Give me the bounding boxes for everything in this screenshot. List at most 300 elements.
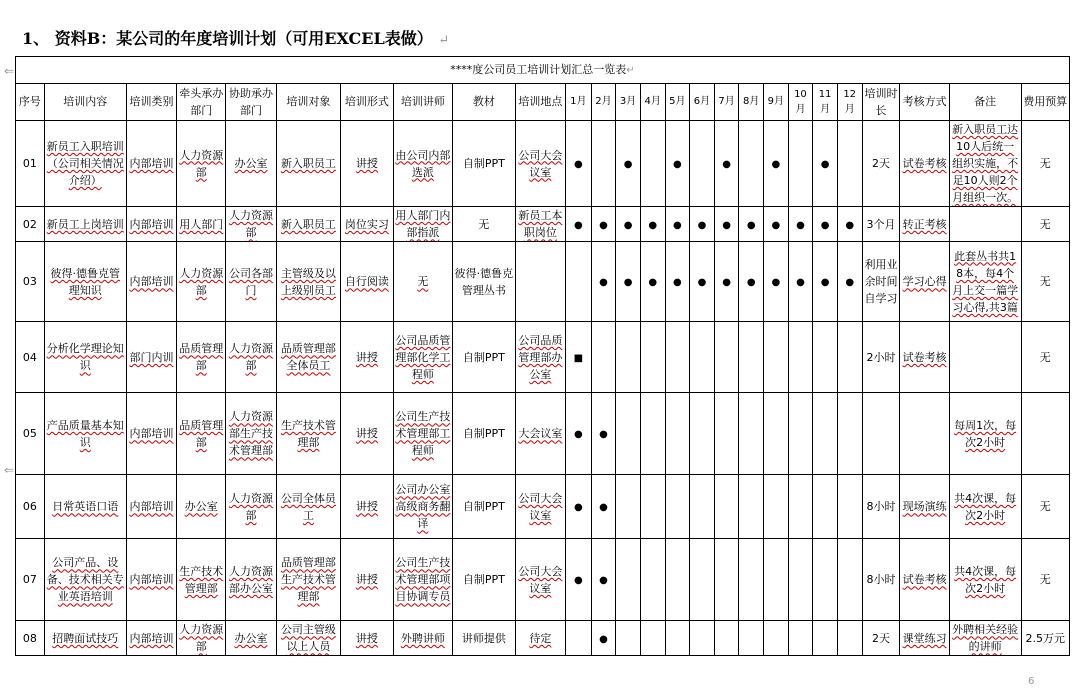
cell-month-6[interactable] <box>690 322 715 393</box>
cell-lead[interactable] <box>177 207 226 242</box>
cell-note[interactable] <box>949 621 1021 656</box>
cell-target[interactable] <box>276 121 341 207</box>
cell-month-8[interactable] <box>739 242 764 322</box>
cell-month-10[interactable] <box>788 475 813 539</box>
header-cell-text: 协助承办部门 <box>228 86 273 117</box>
cell-lead[interactable] <box>177 242 226 322</box>
cell-month-12[interactable] <box>837 121 862 207</box>
table-row <box>16 121 1070 207</box>
cell-month-1[interactable] <box>565 242 591 322</box>
header-cell[interactable] <box>591 84 616 121</box>
cell-month-4[interactable] <box>640 121 665 207</box>
header-cell-text: 培训时长 <box>864 86 898 117</box>
cell-assess[interactable] <box>900 475 949 539</box>
cell-month-5[interactable] <box>665 207 690 242</box>
header-cell[interactable] <box>949 84 1021 121</box>
cell-month-9[interactable] <box>764 207 789 242</box>
cell-no[interactable] <box>16 539 45 621</box>
cell-lead[interactable] <box>177 621 226 656</box>
cell-month-3[interactable] <box>616 121 641 207</box>
cell-month-8[interactable] <box>739 621 764 656</box>
cell-month-10[interactable] <box>788 242 813 322</box>
cell-month-11[interactable] <box>813 475 838 539</box>
cell-material-text: 自制PPT <box>462 427 505 441</box>
header-cell-text: 教材 <box>472 95 495 109</box>
cell-trainer[interactable] <box>393 322 453 393</box>
cell-month-4[interactable] <box>640 475 665 539</box>
table-title: ****度公司员工培训计划汇总一览表↵ <box>16 57 1070 84</box>
cell-type[interactable] <box>126 475 176 539</box>
cell-assist-text: 办公室 <box>234 157 268 171</box>
cell-target[interactable] <box>276 207 341 242</box>
cell-assess-text: 试卷考核 <box>902 573 947 587</box>
cell-material[interactable] <box>453 242 516 322</box>
cell-trainer[interactable] <box>393 475 453 539</box>
cell-month-7[interactable] <box>714 539 739 621</box>
cell-month-4[interactable] <box>640 621 665 656</box>
cell-lead[interactable] <box>177 393 226 475</box>
cell-content[interactable] <box>44 475 126 539</box>
cell-form-text: 讲授 <box>355 427 378 441</box>
header-cell[interactable] <box>16 84 45 121</box>
cell-target[interactable] <box>276 621 341 656</box>
cell-budget-text: 无 <box>1039 275 1051 289</box>
cell-month-6[interactable] <box>690 242 715 322</box>
cell-month-12[interactable] <box>837 242 862 322</box>
cell-month-1[interactable] <box>565 207 591 242</box>
cell-assess[interactable] <box>900 121 949 207</box>
cell-month-6[interactable] <box>690 475 715 539</box>
cell-budget[interactable] <box>1021 475 1069 539</box>
cell-material-text: 自制PPT <box>462 157 505 171</box>
cell-month-10[interactable] <box>788 207 813 242</box>
cell-note[interactable] <box>949 242 1021 322</box>
cell-note[interactable] <box>949 475 1021 539</box>
cell-no-text: 06 <box>22 500 37 514</box>
cell-content[interactable] <box>44 242 126 322</box>
cell-month-5[interactable] <box>665 242 690 322</box>
cell-budget[interactable] <box>1021 242 1069 322</box>
cell-no-text: 04 <box>22 350 37 364</box>
header-cell[interactable] <box>393 84 453 121</box>
cell-duration[interactable] <box>862 207 900 242</box>
cell-month-6-text: ● <box>697 219 707 231</box>
cell-no[interactable] <box>16 621 45 656</box>
cell-month-2[interactable] <box>591 539 616 621</box>
cell-assist[interactable] <box>226 207 276 242</box>
cell-duration-text: 2天 <box>871 631 890 645</box>
cell-note-text: 每周1次，每次2小时 <box>954 418 1017 449</box>
cell-target[interactable] <box>276 242 341 322</box>
cell-note[interactable] <box>949 322 1021 393</box>
cell-month-2[interactable] <box>591 475 616 539</box>
cell-duration[interactable] <box>862 121 900 207</box>
cell-no[interactable] <box>16 475 45 539</box>
cell-material[interactable] <box>453 539 516 621</box>
cell-month-1[interactable] <box>565 475 591 539</box>
cell-type[interactable] <box>126 539 176 621</box>
cell-material[interactable] <box>453 121 516 207</box>
cell-material-text: 自制PPT <box>462 350 505 364</box>
cell-duration[interactable] <box>862 393 900 475</box>
cell-month-9[interactable] <box>764 242 789 322</box>
cell-budget[interactable] <box>1021 393 1069 475</box>
header-cell[interactable] <box>341 84 393 121</box>
cell-month-7-text: ● <box>722 219 731 231</box>
cell-month-5[interactable] <box>665 121 690 207</box>
cell-duration[interactable] <box>862 475 900 539</box>
cell-target-text: 公司全体员工 <box>280 491 336 522</box>
cell-note[interactable] <box>949 539 1021 621</box>
cell-form[interactable] <box>341 621 393 656</box>
cell-month-1[interactable] <box>565 539 591 621</box>
table-row <box>16 475 1070 539</box>
cell-month-10[interactable] <box>788 393 813 475</box>
cell-no[interactable] <box>16 322 45 393</box>
cell-month-8[interactable] <box>739 539 764 621</box>
cell-type[interactable] <box>126 621 176 656</box>
cell-month-6-text: ● <box>697 277 707 289</box>
header-cell[interactable] <box>276 84 341 121</box>
header-cell[interactable] <box>813 84 838 121</box>
cell-month-9[interactable] <box>764 475 789 539</box>
cell-month-5[interactable] <box>665 393 690 475</box>
cell-form[interactable] <box>341 322 393 393</box>
cell-assess[interactable] <box>900 207 949 242</box>
cell-content[interactable] <box>44 539 126 621</box>
cell-assist[interactable] <box>226 322 276 393</box>
cell-assess[interactable] <box>900 621 949 656</box>
cell-month-8[interactable] <box>739 393 764 475</box>
header-cell-text: 12月 <box>843 88 857 115</box>
cell-trainer[interactable] <box>393 539 453 621</box>
cell-month-2[interactable] <box>591 207 616 242</box>
paragraph-mark: ↵ <box>438 33 450 48</box>
cell-month-3[interactable] <box>616 539 641 621</box>
cell-month-6[interactable] <box>690 121 715 207</box>
cell-month-4[interactable] <box>640 207 665 242</box>
cell-month-11[interactable] <box>813 207 838 242</box>
header-cell[interactable] <box>900 84 949 121</box>
cell-assess[interactable] <box>900 242 949 322</box>
header-cell[interactable] <box>453 84 516 121</box>
cell-material[interactable] <box>453 621 516 656</box>
cell-no-text: 03 <box>22 275 37 289</box>
cell-type-text: 内部培训 <box>129 631 174 645</box>
cell-month-5-text: ● <box>672 277 682 289</box>
cell-place[interactable] <box>515 475 565 539</box>
cell-budget-text: 2.5万元 <box>1025 631 1066 645</box>
header-cell[interactable] <box>44 84 126 121</box>
cell-month-7[interactable] <box>714 393 739 475</box>
header-cell-text: 培训对象 <box>286 95 331 109</box>
cell-trainer-text: 公司生产技术管理部工程师 <box>395 410 451 458</box>
cell-note[interactable] <box>949 207 1021 242</box>
cell-material[interactable] <box>453 322 516 393</box>
cell-type[interactable] <box>126 322 176 393</box>
cell-material[interactable] <box>453 393 516 475</box>
cell-month-3[interactable] <box>616 621 641 656</box>
cell-month-9[interactable] <box>764 322 789 393</box>
cell-month-10[interactable] <box>788 539 813 621</box>
header-cell[interactable] <box>515 84 565 121</box>
cell-assist[interactable] <box>226 242 276 322</box>
cell-month-8[interactable] <box>739 207 764 242</box>
cell-month-11[interactable] <box>813 621 838 656</box>
cell-month-8[interactable] <box>739 121 764 207</box>
header-row <box>16 84 1070 121</box>
cell-form[interactable] <box>341 539 393 621</box>
cell-month-9[interactable] <box>764 539 789 621</box>
cell-assist[interactable] <box>226 539 276 621</box>
cell-month-12[interactable] <box>837 621 862 656</box>
cell-duration[interactable] <box>862 242 900 322</box>
cell-assess-text: 试卷考核 <box>902 350 947 364</box>
cell-month-5[interactable] <box>665 539 690 621</box>
cell-no[interactable] <box>16 207 45 242</box>
header-cell[interactable] <box>714 84 739 121</box>
cell-no[interactable] <box>16 393 45 475</box>
header-cell[interactable] <box>640 84 665 121</box>
cell-month-11[interactable] <box>813 322 838 393</box>
cell-month-2[interactable] <box>591 242 616 322</box>
cell-month-10[interactable] <box>788 621 813 656</box>
header-cell-text: 4月 <box>644 96 661 108</box>
cell-month-3[interactable] <box>616 207 641 242</box>
cell-assess-text: 学习心得 <box>902 275 947 289</box>
cell-assess[interactable] <box>900 322 949 393</box>
cell-content-text: 新员工上岗培训 <box>46 217 124 231</box>
table-move-handle[interactable]: ⇐ <box>4 64 15 78</box>
cell-trainer[interactable] <box>393 242 453 322</box>
cell-trainer[interactable] <box>393 207 453 242</box>
cell-month-7[interactable] <box>714 121 739 207</box>
cell-type-text: 内部培训 <box>129 500 174 514</box>
cell-month-2[interactable] <box>591 322 616 393</box>
cell-note[interactable] <box>949 121 1021 207</box>
cell-month-7[interactable] <box>714 242 739 322</box>
cell-assess-text: 课堂练习 <box>902 631 947 645</box>
cell-target[interactable] <box>276 393 341 475</box>
cell-assess[interactable] <box>900 393 949 475</box>
cell-material[interactable] <box>453 475 516 539</box>
header-cell-text: 序号 <box>18 95 41 109</box>
cell-month-1[interactable] <box>565 621 591 656</box>
header-cell[interactable] <box>616 84 641 121</box>
cell-assist[interactable] <box>226 475 276 539</box>
cell-month-10[interactable] <box>788 121 813 207</box>
cell-duration[interactable] <box>862 621 900 656</box>
cell-month-3[interactable] <box>616 393 641 475</box>
cell-assess-text: 试卷考核 <box>902 157 947 171</box>
cell-month-6[interactable] <box>690 621 715 656</box>
cell-lead[interactable] <box>177 539 226 621</box>
cell-form[interactable] <box>341 121 393 207</box>
cell-month-9[interactable] <box>764 121 789 207</box>
header-cell[interactable] <box>177 84 226 121</box>
cell-month-12[interactable] <box>837 539 862 621</box>
cell-month-11[interactable] <box>813 242 838 322</box>
header-cell-text: 培训地点 <box>518 95 563 109</box>
cell-form[interactable] <box>341 475 393 539</box>
header-cell-text: 2月 <box>595 96 612 108</box>
cell-lead[interactable] <box>177 322 226 393</box>
cell-content[interactable] <box>44 621 126 656</box>
cell-form-text: 讲授 <box>355 500 378 514</box>
cell-month-3[interactable] <box>616 322 641 393</box>
cell-month-12[interactable] <box>837 475 862 539</box>
cell-trainer[interactable] <box>393 393 453 475</box>
cell-month-7[interactable] <box>714 207 739 242</box>
cell-assist-text: 人力资源部 <box>228 491 273 522</box>
cell-month-6[interactable] <box>690 539 715 621</box>
cell-note[interactable] <box>949 393 1021 475</box>
cell-trainer-text: 公司生产技术管理部项目协调专员 <box>395 556 451 604</box>
cell-month-9[interactable] <box>764 393 789 475</box>
cell-place-text: 待定 <box>529 631 552 645</box>
cell-month-12[interactable] <box>837 322 862 393</box>
header-cell[interactable] <box>837 84 862 121</box>
cell-month-10[interactable] <box>788 322 813 393</box>
cell-month-9[interactable] <box>764 621 789 656</box>
cell-month-3[interactable] <box>616 242 641 322</box>
cell-trainer[interactable] <box>393 621 453 656</box>
header-cell[interactable] <box>1021 84 1069 121</box>
cell-budget[interactable] <box>1021 121 1069 207</box>
cell-budget[interactable] <box>1021 207 1069 242</box>
heading-text: 1、 资料B：某公司的年度培训计划（可用EXCEL表做） <box>22 29 433 48</box>
cell-month-6[interactable] <box>690 393 715 475</box>
header-cell[interactable] <box>788 84 813 121</box>
cell-assess[interactable] <box>900 539 949 621</box>
cell-lead-text: 办公室 <box>184 500 218 514</box>
cell-lead[interactable] <box>177 475 226 539</box>
cell-duration-text: 3个月 <box>866 217 896 231</box>
cell-type[interactable] <box>126 393 176 475</box>
cell-month-4[interactable] <box>640 322 665 393</box>
cell-material-text: 自制PPT <box>462 500 505 514</box>
cell-form[interactable] <box>341 242 393 322</box>
cell-month-1[interactable] <box>565 121 591 207</box>
cell-content[interactable] <box>44 322 126 393</box>
cell-place-text: 公司品质管理部办公室 <box>518 333 563 381</box>
cell-month-6[interactable] <box>690 207 715 242</box>
cell-month-4[interactable] <box>640 393 665 475</box>
cell-month-1[interactable] <box>565 393 591 475</box>
cell-budget-text: 无 <box>1039 350 1051 364</box>
cell-type[interactable] <box>126 207 176 242</box>
cell-assist[interactable] <box>226 621 276 656</box>
cell-month-7[interactable] <box>714 475 739 539</box>
cell-budget[interactable] <box>1021 322 1069 393</box>
cell-lead-text: 人力资源部 <box>179 266 224 297</box>
cell-content[interactable] <box>44 207 126 242</box>
cell-place[interactable] <box>515 621 565 656</box>
cell-month-7[interactable] <box>714 621 739 656</box>
cell-content[interactable] <box>44 393 126 475</box>
cell-content-text: 新员工入职培训（公司相关情况介绍） <box>46 140 124 188</box>
cell-month-1-text: ● <box>573 158 583 170</box>
cell-month-12[interactable] <box>837 393 862 475</box>
cell-month-5[interactable] <box>665 621 690 656</box>
header-cell[interactable] <box>862 84 900 121</box>
cell-form[interactable] <box>341 207 393 242</box>
cell-place[interactable] <box>515 242 565 322</box>
cell-month-7[interactable] <box>714 322 739 393</box>
cell-month-8-text: ● <box>746 277 756 289</box>
cell-target[interactable] <box>276 322 341 393</box>
training-plan-table <box>15 56 1070 656</box>
cell-month-11[interactable] <box>813 539 838 621</box>
cell-material[interactable] <box>453 207 516 242</box>
cell-month-4[interactable] <box>640 242 665 322</box>
cell-budget[interactable] <box>1021 621 1069 656</box>
cell-target[interactable] <box>276 475 341 539</box>
header-cell-text: 7月 <box>718 96 735 108</box>
cell-target[interactable] <box>276 539 341 621</box>
cell-place[interactable] <box>515 322 565 393</box>
cell-month-12[interactable] <box>837 207 862 242</box>
cell-place[interactable] <box>515 121 565 207</box>
header-cell[interactable] <box>764 84 789 121</box>
cell-month-1[interactable] <box>565 322 591 393</box>
cell-duration[interactable] <box>862 539 900 621</box>
header-cell[interactable] <box>690 84 715 121</box>
cell-form[interactable] <box>341 393 393 475</box>
cell-no[interactable] <box>16 242 45 322</box>
cell-month-3-text: ● <box>623 277 633 289</box>
header-cell[interactable] <box>226 84 276 121</box>
cell-place-text: 公司大会议室 <box>518 491 563 522</box>
cell-month-11[interactable] <box>813 393 838 475</box>
cell-month-3[interactable] <box>616 475 641 539</box>
document-heading <box>22 26 449 49</box>
cell-form-text: 讲授 <box>355 573 378 587</box>
cell-month-4[interactable] <box>640 539 665 621</box>
cell-place[interactable] <box>515 539 565 621</box>
cell-assist[interactable] <box>226 393 276 475</box>
cell-month-2[interactable] <box>591 621 616 656</box>
cell-month-2[interactable] <box>591 121 616 207</box>
cell-month-5[interactable] <box>665 475 690 539</box>
cell-no-text: 07 <box>22 573 37 587</box>
cell-duration-text: 利用业余时间自学习 <box>864 258 898 306</box>
cell-lead[interactable] <box>177 121 226 207</box>
header-cell[interactable] <box>665 84 690 121</box>
cell-assist[interactable] <box>226 121 276 207</box>
cell-place[interactable] <box>515 207 565 242</box>
cell-month-2[interactable] <box>591 393 616 475</box>
cell-trainer[interactable] <box>393 121 453 207</box>
cell-budget-text: 无 <box>1039 217 1051 231</box>
cell-month-8[interactable] <box>739 475 764 539</box>
cell-month-8[interactable] <box>739 322 764 393</box>
cell-budget[interactable] <box>1021 539 1069 621</box>
cell-type[interactable] <box>126 121 176 207</box>
cell-month-5[interactable] <box>665 322 690 393</box>
cell-no[interactable] <box>16 121 45 207</box>
header-cell[interactable] <box>565 84 591 121</box>
cell-content[interactable] <box>44 121 126 207</box>
table-row <box>16 242 1070 322</box>
cell-month-11[interactable] <box>813 121 838 207</box>
header-cell[interactable] <box>739 84 764 121</box>
header-cell[interactable] <box>126 84 176 121</box>
cell-place[interactable] <box>515 393 565 475</box>
cell-target-text: 品质管理部全体员工 <box>280 342 336 373</box>
cell-duration[interactable] <box>862 322 900 393</box>
cell-type[interactable] <box>126 242 176 322</box>
